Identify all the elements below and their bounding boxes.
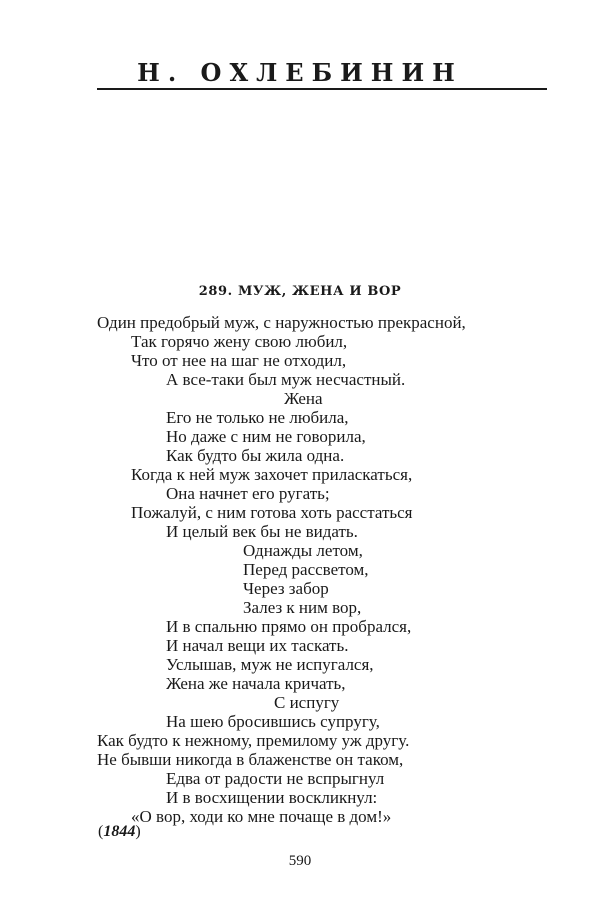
poem-line: С испугу xyxy=(274,693,340,712)
page-number: 590 xyxy=(288,853,312,869)
poem-title: 289. МУЖ, ЖЕНА И ВОР xyxy=(198,284,402,299)
poem-line: Его не только не любила, xyxy=(166,408,349,427)
poem-line: Не бывши никогда в блаженстве он таком, xyxy=(97,750,404,769)
poem-line: Однажды летом, xyxy=(243,541,363,560)
poem-line: Жена же начала кричать, xyxy=(166,674,346,693)
poem-line: Жена xyxy=(284,389,323,408)
poem-line: Перед рассветом, xyxy=(243,560,369,579)
poem-line: Но даже с ним не говорила, xyxy=(166,427,366,446)
poem-line: И целый век бы не видать. xyxy=(166,522,358,541)
poem-line: Как будто к нежному, премилому уж другу. xyxy=(97,731,410,750)
poem-line: И в восхищении воскликнул: xyxy=(166,788,378,807)
poem-line: Через забор xyxy=(243,579,329,598)
poem-line: Услышав, муж не испугался, xyxy=(166,655,374,674)
poem-line: И в спальню прямо он пробрался, xyxy=(166,617,412,636)
poem-line: На шею бросившись супругу, xyxy=(166,712,380,731)
date-open-paren: ( xyxy=(98,823,104,840)
poem-line: И начал вещи их таскать. xyxy=(166,636,349,655)
poem-line: Что от нее на шаг не отходил, xyxy=(131,351,347,370)
date-year: 1844 xyxy=(103,823,136,840)
poem-line: Как будто бы жила одна. xyxy=(166,446,345,465)
poem-date xyxy=(98,823,141,841)
poem-line: «О вор, ходи ко мне почаще в дом!» xyxy=(131,807,392,826)
date-close-paren: ) xyxy=(135,823,141,840)
poem-line: Пожалуй, с ним готова хоть расстаться xyxy=(131,503,413,522)
poem-line: Когда к ней муж захочет приласкаться, xyxy=(131,465,413,484)
poem-line: Так горячо жену свою любил, xyxy=(131,332,348,351)
running-header-author: Н. ОХЛЕБИНИН xyxy=(137,58,463,87)
header-divider xyxy=(97,88,547,90)
poem-line: Залез к ним вор, xyxy=(243,598,362,617)
poem-line: Один предобрый муж, с наружностью прекрасной, xyxy=(97,313,466,332)
poem-line: Она начнет его ругать; xyxy=(166,484,330,503)
poem-line: Едва от радости не вспрыгнул xyxy=(166,769,385,788)
poem-line: А все-таки был муж несчастный. xyxy=(166,370,406,389)
